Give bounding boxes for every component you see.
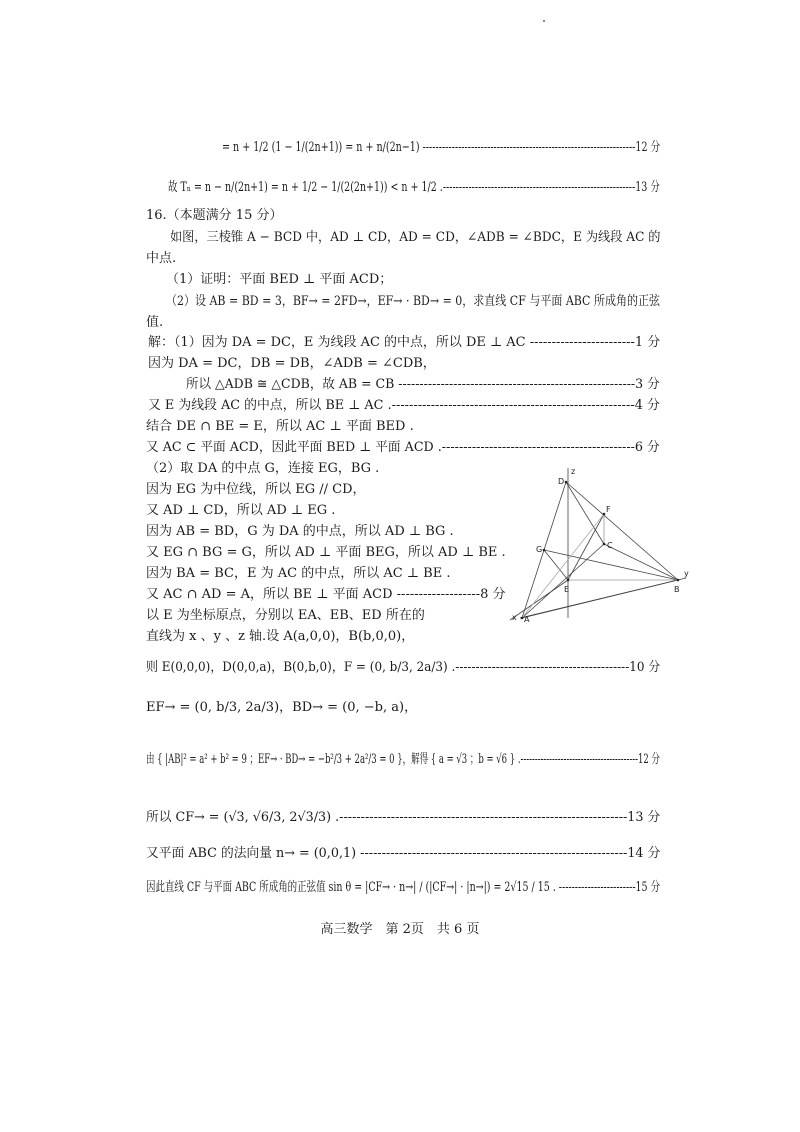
edge-CB [604, 544, 678, 580]
speck [543, 20, 545, 22]
label-y: y [684, 569, 689, 578]
edge-DB [566, 482, 678, 580]
solution-step: 又 EG ∩ BG = G，所以 AD ⊥ 平面 BEG，所以 AD ⊥ BE . [146, 545, 506, 560]
point-A [521, 617, 524, 620]
solution-final: 因此直线 CF 与平面 ABC 所成角的正弦值 sin θ = |CF→ · n→| / (|CF→| · |n→|) = 2√15 / 15 . ------------------------15 分 [146, 880, 661, 895]
label-D: D [558, 477, 565, 486]
solution-step: 又 E 为线段 AC 的中点，所以 BE ⊥ AC .--------------------------------------------------------4 分 [148, 398, 660, 413]
solution-step: 因为 AB = BD，G 为 DA 的中点，所以 AD ⊥ BG . [146, 524, 454, 539]
solution-step: 所以 CF→ = (√3, √6/3, 2√3/3) .-------------------------------------------------------------------13 分 [146, 810, 661, 825]
solution-step: 又 AC ⊂ 平面 ACD，因此平面 BED ⊥ 平面 ACD .---------------------------------------------6 分 [146, 440, 660, 455]
solution-step: 直线为 x 、y 、z 轴.设 A(a,0,0)，B(b,0,0)， [146, 629, 415, 644]
label-C: C [607, 541, 613, 550]
solution-step: 又 AC ∩ AD = A，所以 BE ⊥ 平面 ACD -------------------8 分 [146, 587, 506, 602]
problem-statement-cont: 中点. [146, 251, 177, 266]
problem-part-2-cont: 值. [146, 315, 164, 330]
solution-step: 因为 DA = DC，DB = DB，∠ADB = ∠CDB， [148, 356, 436, 371]
pyramid-figure [500, 468, 700, 628]
label-F: F [606, 505, 611, 514]
solution-step: 因为 BA = BC，E 为 AC 的中点，所以 AC ⊥ BE . [146, 566, 451, 581]
solution-step: 则 E(0,0,0)，D(0,0,a)，B(0,b,0)，F = (0, b/3, 2a/3) .-------------------------------------------10 分 [146, 660, 661, 675]
problem-statement: 如图，三棱锥 A − BCD 中，AD ⊥ CD，AD = CD，∠ADB = ∠BDC，E 为线段 AC 的 [170, 230, 661, 245]
point-E [567, 579, 570, 582]
label-z: z [571, 468, 576, 476]
problem-part-1: （1）证明：平面 BED ⊥ 平面 ACD； [166, 272, 393, 287]
label-E: E [564, 585, 570, 594]
edge-DC [566, 482, 604, 544]
solution-line-1: = n + 1/2 (1 − 1/(2n+1)) = n + n/(2n−1) ------------------------------------------------------------------12 分 [222, 140, 661, 155]
solution-step: 结合 DE ∩ BE = E，所以 AC ⊥ 平面 BED . [146, 419, 414, 434]
solution-step: 因为 EG 为中位线，所以 EG // CD， [146, 482, 366, 497]
label-A: A [524, 615, 530, 624]
point-D [565, 481, 568, 484]
point-G [543, 549, 546, 552]
solution-line-2: 故 Tₙ = n − n/(2n+1) = n + 1/2 − 1/(2(2n+1)) < n + 1/2 .------------------------------------------------------------13 分 [168, 180, 660, 195]
point-B [677, 579, 680, 582]
solution-step: 以 E 为坐标原点，分别以 EA、EB、ED 所在的 [146, 608, 425, 623]
solution-step: 又平面 ABC 的法向量 n→ = (0,0,1) --------------------------------------------------------------14 分 [146, 846, 661, 861]
problem-number: 16.（本题满分 15 分） [146, 208, 283, 223]
label-x: x [512, 613, 517, 622]
solution-step: 所以 △ADB ≅ △CDB，故 AB = CB --------------------------------------------------------3 分 [186, 377, 660, 392]
label-G: G [536, 545, 543, 554]
solution-step: 又 AD ⊥ CD，所以 AD ⊥ EG . [146, 503, 336, 518]
label-B: B [674, 585, 680, 594]
problem-part-2: （2）设 AB = BD = 3，BF→ = 2FD→，EF→ · BD→ = 0，求直线 CF 与平面 ABC 所成角的正弦 [166, 294, 660, 309]
solution-step: 解：（1）因为 DA = DC，E 为线段 AC 的中点，所以 DE ⊥ AC ------------------------1 分 [148, 335, 661, 350]
point-F [603, 513, 606, 516]
segment-FA [522, 514, 604, 618]
point-C [603, 543, 606, 546]
solution-step: EF→ = (0, b/3, 2a/3)，BD→ = (0, −b, a)， [146, 700, 418, 715]
segment-FE [568, 514, 604, 580]
page-footer: 高三数学 第 2页 共 6 页 [320, 922, 480, 937]
edge-AB [522, 580, 678, 618]
solution-system: 由 { |AB|² = a² + b² = 9 ；EF→ · BD→ = −b²/3 + 2a²/3 = 0 }，解得 { a = √3 ；b = √6 } .-----------------------------------------12 分 [146, 752, 660, 767]
solution-step: （2）取 DA 的中点 G，连接 EG，BG . [146, 461, 380, 476]
